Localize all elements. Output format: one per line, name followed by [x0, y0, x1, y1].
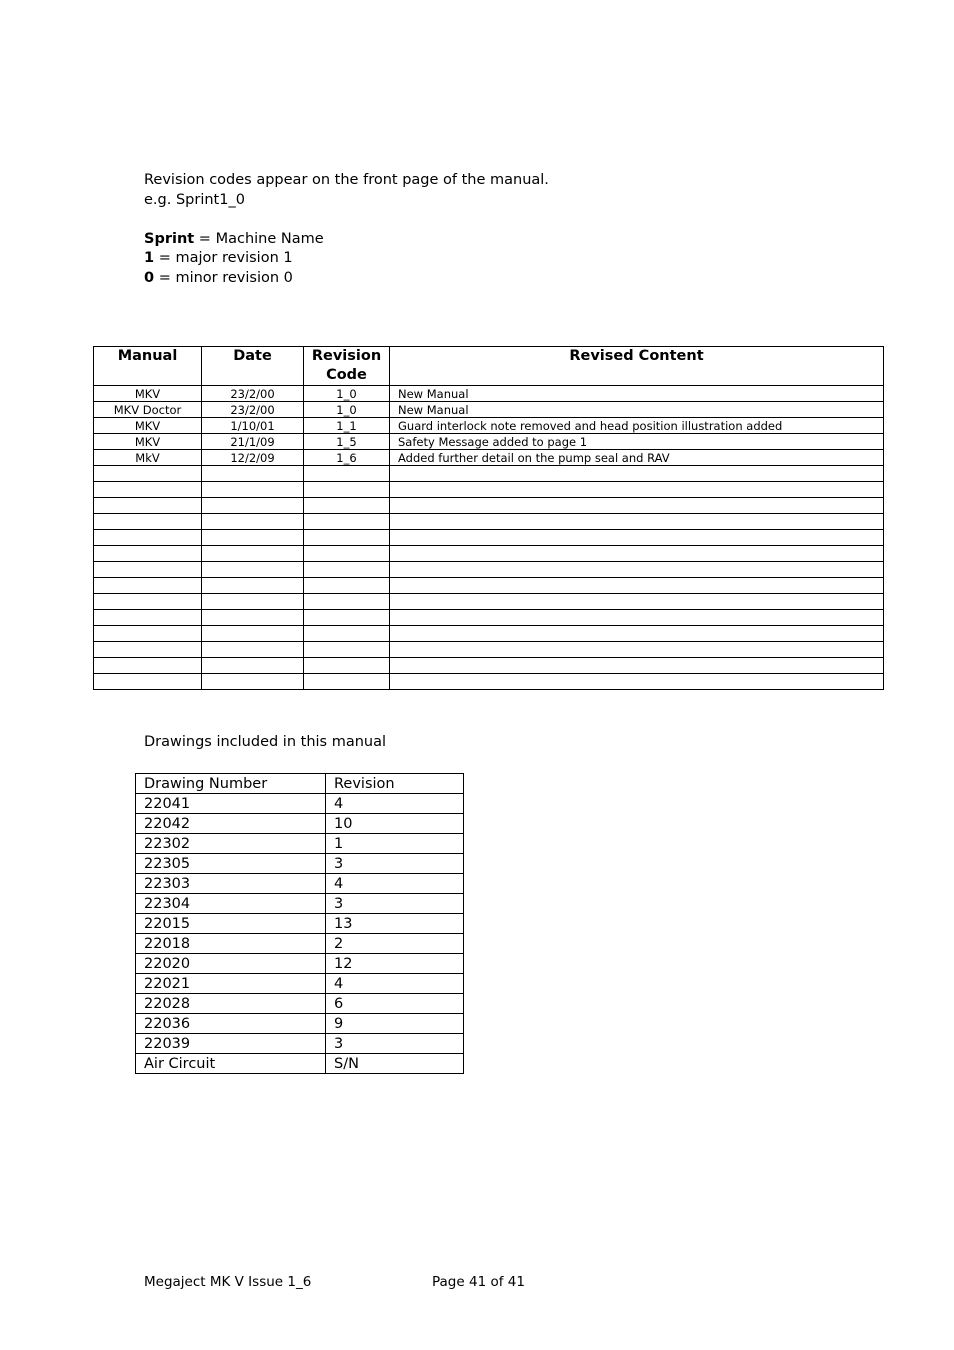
header-revision-code [304, 347, 390, 386]
cell-drawing-number: 22015 [136, 914, 326, 934]
definition-line [144, 249, 549, 269]
cell-drawing-revision: 4 [326, 874, 464, 894]
cell-drawing-number: 22304 [136, 894, 326, 914]
cell-date: 21/1/09 [202, 434, 304, 450]
empty-cell [390, 642, 884, 658]
drawings-title: Drawings included in this manual [144, 734, 387, 750]
table-row [136, 854, 464, 874]
empty-cell [94, 514, 202, 530]
cell-manual: MKV [94, 418, 202, 434]
cell-drawing-number: 22039 [136, 1034, 326, 1054]
table-row [136, 874, 464, 894]
table-row [94, 386, 884, 402]
table-header-row [136, 774, 464, 794]
empty-cell [304, 514, 390, 530]
empty-cell [390, 562, 884, 578]
table-row [136, 994, 464, 1014]
empty-cell [202, 610, 304, 626]
empty-cell [94, 482, 202, 498]
cell-revised-content: New Manual [390, 402, 884, 418]
table-row [94, 450, 884, 466]
cell-drawing-revision: 13 [326, 914, 464, 934]
cell-drawing-revision: 3 [326, 894, 464, 914]
table-row [136, 794, 464, 814]
table-row [136, 834, 464, 854]
empty-cell [202, 498, 304, 514]
empty-cell [304, 674, 390, 690]
empty-cell [390, 466, 884, 482]
empty-table-row [94, 578, 884, 594]
empty-table-row [94, 626, 884, 642]
cell-drawing-number: 22018 [136, 934, 326, 954]
empty-cell [390, 578, 884, 594]
empty-cell [94, 578, 202, 594]
empty-cell [390, 626, 884, 642]
cell-drawing-revision: 9 [326, 1014, 464, 1034]
header-revised-content: Revised Content [390, 347, 884, 386]
empty-cell [94, 626, 202, 642]
empty-cell [94, 594, 202, 610]
empty-cell [390, 658, 884, 674]
definition-desc: = major revision 1 [154, 250, 293, 266]
cell-drawing-number: Air Circuit [136, 1054, 326, 1074]
footer-document-name: Megaject MK V Issue 1_6 [144, 1274, 312, 1290]
empty-table-row [94, 482, 884, 498]
cell-revision-code: 1_1 [304, 418, 390, 434]
cell-manual: MKV [94, 434, 202, 450]
cell-revised-content: Safety Message added to page 1 [390, 434, 884, 450]
cell-revised-content: Added further detail on the pump seal and RAV [390, 450, 884, 466]
empty-cell [304, 610, 390, 626]
empty-cell [202, 658, 304, 674]
cell-revision-code: 1_0 [304, 402, 390, 418]
cell-drawing-number: 22302 [136, 834, 326, 854]
cell-drawing-number: 22021 [136, 974, 326, 994]
empty-cell [202, 546, 304, 562]
table-row [94, 418, 884, 434]
empty-table-row [94, 530, 884, 546]
empty-cell [202, 626, 304, 642]
header-revision-line1: Revision [311, 348, 382, 364]
cell-drawing-number: 22303 [136, 874, 326, 894]
empty-cell [304, 578, 390, 594]
empty-cell [390, 594, 884, 610]
empty-table-row [94, 466, 884, 482]
cell-drawing-number: 22305 [136, 854, 326, 874]
cell-drawing-number: 22042 [136, 814, 326, 834]
cell-drawing-revision: 3 [326, 1034, 464, 1054]
revision-history-table [93, 346, 884, 690]
cell-drawing-revision: S/N [326, 1054, 464, 1074]
empty-cell [94, 466, 202, 482]
empty-cell [94, 674, 202, 690]
empty-cell [94, 610, 202, 626]
empty-table-row [94, 562, 884, 578]
cell-drawing-revision: 2 [326, 934, 464, 954]
empty-cell [202, 674, 304, 690]
empty-cell [304, 626, 390, 642]
table-header-row [94, 347, 884, 386]
cell-drawing-revision: 1 [326, 834, 464, 854]
intro-line: Revision codes appear on the front page of the manual. [144, 172, 549, 188]
empty-cell [390, 610, 884, 626]
header-date: Date [202, 347, 304, 386]
empty-table-row [94, 674, 884, 690]
empty-cell [304, 546, 390, 562]
empty-cell [202, 562, 304, 578]
example-line: e.g. Sprint1_0 [144, 191, 245, 208]
empty-cell [94, 562, 202, 578]
table-row [136, 954, 464, 974]
cell-revised-content: New Manual [390, 386, 884, 402]
empty-cell [202, 642, 304, 658]
definition-term: 1 [144, 250, 155, 266]
cell-drawing-number: 22036 [136, 1014, 326, 1034]
cell-revision-code: 1_6 [304, 450, 390, 466]
table-row [136, 1034, 464, 1054]
empty-table-row [94, 642, 884, 658]
cell-manual: MkV [94, 450, 202, 466]
empty-cell [304, 562, 390, 578]
cell-drawing-revision: 10 [326, 814, 464, 834]
cell-date: 23/2/00 [202, 402, 304, 418]
cell-revision-code: 1_0 [304, 386, 390, 402]
empty-cell [304, 642, 390, 658]
empty-cell [202, 514, 304, 530]
empty-cell [202, 578, 304, 594]
empty-table-row [94, 658, 884, 674]
definition-line [144, 269, 549, 289]
footer-page-number: Page 41 of 41 [432, 1274, 525, 1290]
cell-drawing-revision: 12 [326, 954, 464, 974]
header-drawing-revision: Revision [326, 774, 464, 794]
cell-manual: MKV Doctor [94, 402, 202, 418]
revision-code-explanation [144, 171, 549, 288]
drawings-table [135, 773, 464, 1074]
empty-table-row [94, 546, 884, 562]
header-manual: Manual [94, 347, 202, 386]
empty-cell [304, 482, 390, 498]
header-drawing-number: Drawing Number [136, 774, 326, 794]
empty-cell [390, 482, 884, 498]
empty-cell [390, 674, 884, 690]
cell-drawing-revision: 6 [326, 994, 464, 1014]
empty-cell [202, 482, 304, 498]
table-row [136, 914, 464, 934]
empty-cell [390, 514, 884, 530]
empty-cell [94, 530, 202, 546]
empty-cell [94, 658, 202, 674]
empty-cell [94, 546, 202, 562]
definition-desc: = minor revision 0 [154, 269, 293, 286]
empty-cell [202, 530, 304, 546]
empty-cell [390, 530, 884, 546]
empty-cell [202, 466, 304, 482]
cell-drawing-revision: 4 [326, 974, 464, 994]
cell-drawing-number: 22041 [136, 794, 326, 814]
cell-revision-code: 1_5 [304, 434, 390, 450]
cell-revised-content: Guard interlock note removed and head position illustration added [390, 418, 884, 434]
table-row [94, 434, 884, 450]
empty-cell [304, 658, 390, 674]
empty-table-row [94, 594, 884, 610]
empty-cell [304, 594, 390, 610]
table-row [136, 1054, 464, 1074]
cell-manual: MKV [94, 386, 202, 402]
table-row [136, 814, 464, 834]
empty-cell [390, 498, 884, 514]
cell-date: 23/2/00 [202, 386, 304, 402]
table-row [136, 934, 464, 954]
definition-term: Sprint [144, 230, 195, 247]
empty-cell [94, 642, 202, 658]
empty-cell [304, 466, 390, 482]
table-row [136, 894, 464, 914]
header-revision-line2: Code [326, 367, 367, 383]
empty-cell [304, 530, 390, 546]
cell-drawing-number: 22020 [136, 954, 326, 974]
table-row [136, 1014, 464, 1034]
table-row [136, 974, 464, 994]
table-row [94, 402, 884, 418]
empty-cell [94, 498, 202, 514]
cell-drawing-revision: 3 [326, 854, 464, 874]
empty-cell [304, 498, 390, 514]
definition-term: 0 [144, 269, 155, 286]
cell-drawing-number: 22028 [136, 994, 326, 1014]
cell-date: 12/2/09 [202, 450, 304, 466]
empty-table-row [94, 498, 884, 514]
empty-table-row [94, 610, 884, 626]
cell-drawing-revision: 4 [326, 794, 464, 814]
empty-cell [202, 594, 304, 610]
definition-desc: = Machine Name [194, 230, 324, 247]
cell-date: 1/10/01 [202, 418, 304, 434]
empty-table-row [94, 514, 884, 530]
definition-line [144, 230, 549, 250]
empty-cell [390, 546, 884, 562]
